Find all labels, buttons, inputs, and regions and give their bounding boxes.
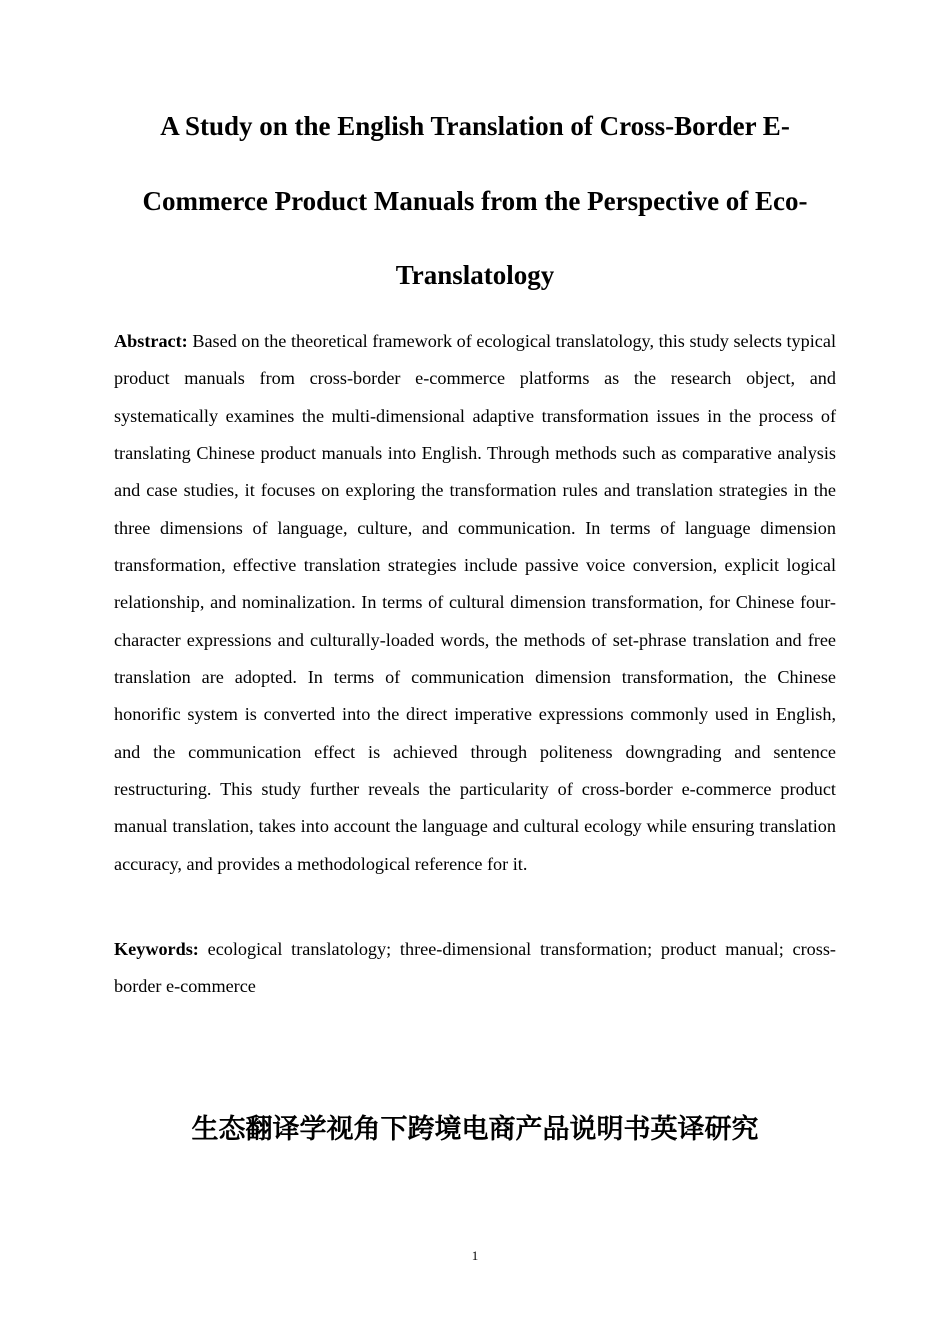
abstract-text: Based on the theoretical framework of ecological translatology, this study selects typical product manuals from cross-border e-commerce platforms as the research object, and systematically examines the multi-dimensional adaptive transformation issues in the process of translating Chinese product manuals into English. Through methods such as comparative analysis and case studies, it focuses on exploring the transformation rules and translation strategies in the three dimensions of language, culture, and communication. In terms of language dimension transformation, effective translation strategies include passive voice conversion, explicit logical relationship, and nominalization. In terms of cultural dimension transformation, for Chinese four-character expressions and culturally-loaded words, the methods of set-phrase translation and free translation are adopted. In terms of communication dimension transformation, the Chinese honorific system is converted into the direct imperative expressions commonly used in English, and the communication effect is achieved through politeness downgrading and sentence restructuring. This study further reveals the particularity of cross-border e-commerce product manual translation, takes into account the language and cultural ecology while ensuring translation accuracy, and provides a methodological reference for it. xyxy=(114,331,836,874)
chinese-title: 生态翻译学视角下跨境电商产品说明书英译研究 xyxy=(191,1114,759,1145)
abstract-paragraph xyxy=(114,323,836,883)
keywords-label: Keywords: xyxy=(114,939,199,959)
keywords-text: ecological translatology; three-dimensional transformation; product manual; cross-border e-commerce xyxy=(114,939,836,997)
abstract-label: Abstract: xyxy=(114,331,188,351)
keywords-paragraph xyxy=(114,931,836,1006)
page-number: 1 xyxy=(471,1248,479,1263)
paper-title: A Study on the English Translation of Cross-Border E-Commerce Product Manuals from the Perspective of Eco-Translatology xyxy=(142,111,808,290)
